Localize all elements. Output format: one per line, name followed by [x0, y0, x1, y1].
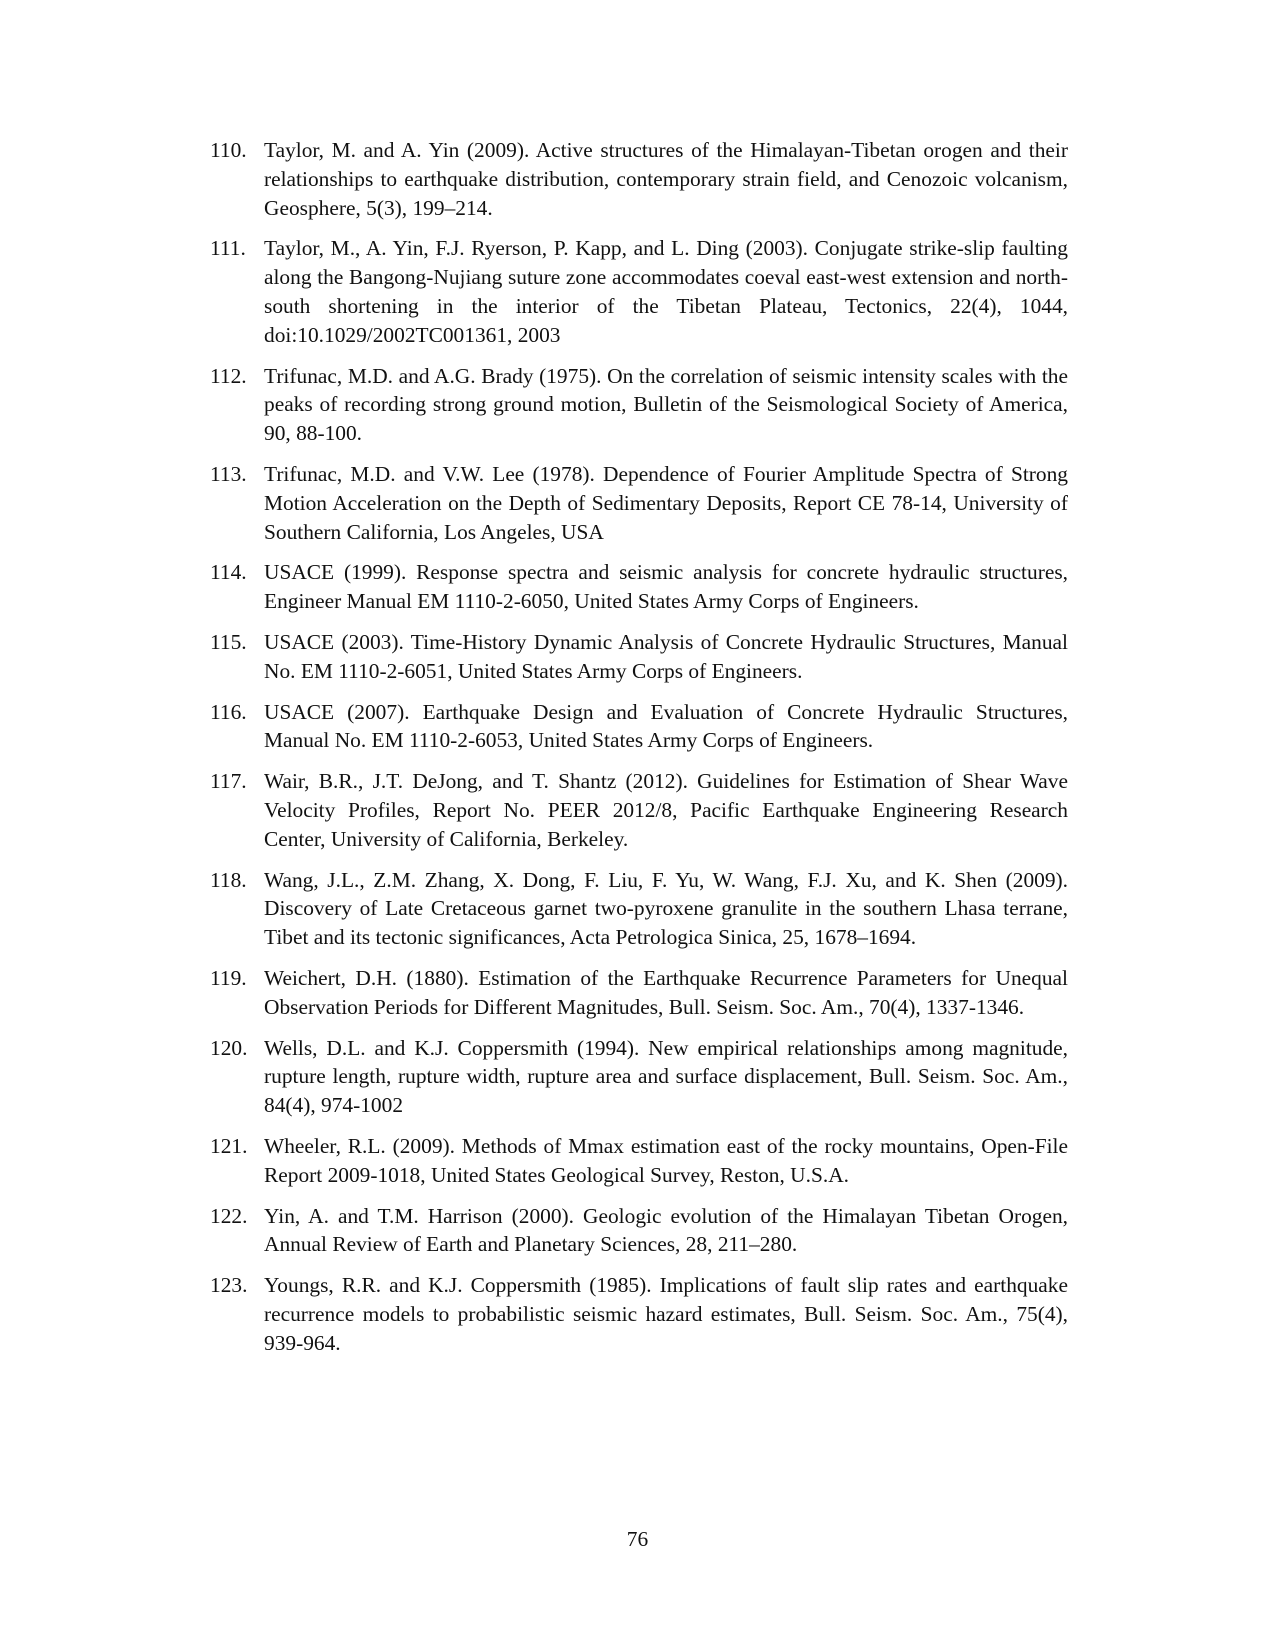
- reference-text: Trifunac, M.D. and A.G. Brady (1975). On the correlation of seismic intensity scales with the peaks of recording strong ground motion, Bulletin of the Seismological Society of America, 90, 88-100.: [264, 363, 1068, 446]
- reference-text: Youngs, R.R. and K.J. Coppersmith (1985). Implications of fault slip rates and earthquake recurrence models to probabilistic seismic hazard estimates, Bull. Seism. Soc. Am., 75(4), 939-964.: [264, 1273, 1068, 1355]
- reference-text: USACE (2007). Earthquake Design and Evaluation of Concrete Hydraulic Structures, Manual No. EM 1110-2-6053, United States Army Corps of Engineers.: [264, 699, 1068, 753]
- reference-item: [210, 767, 1068, 853]
- reference-number: 110.: [210, 138, 247, 162]
- reference-item: [210, 1202, 1068, 1260]
- reference-item: [210, 1271, 1068, 1357]
- reference-text: USACE (2003). Time-History Dynamic Analysis of Concrete Hydraulic Structures, Manual No. EM 1110-2-6051, United States Army Corps of Engineers.: [264, 629, 1068, 683]
- reference-number: 123.: [210, 1273, 248, 1298]
- reference-text: Taylor, M., A. Yin, F.J. Ryerson, P. Kapp, and L. Ding (2003). Conjugate strike-slip faulting along the Bangong-Nujiang suture zone accommodates coeval east-west extension and north-south shortening in the interior of the Tibetan Plateau, Tectonics, 22(4), 1044, doi:10.1029/2002TC001361, 2003: [264, 236, 1068, 347]
- reference-item: [210, 1132, 1068, 1190]
- reference-number: 120.: [210, 1035, 248, 1060]
- reference-item: [210, 628, 1068, 686]
- page-number: 76: [626, 1527, 649, 1551]
- reference-text: Yin, A. and T.M. Harrison (2000). Geologic evolution of the Himalayan Tibetan Orogen, Annual Review of Earth and Planetary Sciences, 28, 211–280.: [264, 1203, 1068, 1257]
- reference-number: 121.: [210, 1133, 248, 1158]
- reference-text: Taylor, M. and A. Yin (2009). Active structures of the Himalayan-Tibetan orogen and their relationships to earthquake distribution, contemporary strain field, and Cenozoic volcanism, Geosphere, 5(3), 199–214.: [264, 138, 1068, 220]
- reference-text: Wair, B.R., J.T. DeJong, and T. Shantz (2012). Guidelines for Estimation of Shear Wave Velocity Profiles, Report No. PEER 2012/8, Pacific Earthquake Engineering Research Center, University of California, Berkeley.: [264, 769, 1068, 851]
- reference-number: 118.: [210, 867, 247, 892]
- reference-item: [210, 362, 1068, 448]
- reference-item: [210, 234, 1068, 349]
- reference-number: 122.: [210, 1203, 248, 1228]
- reference-number: 117.: [210, 769, 247, 794]
- reference-item: [210, 698, 1068, 756]
- reference-item: [210, 964, 1068, 1022]
- reference-item: [210, 866, 1068, 952]
- reference-item: [210, 460, 1068, 546]
- reference-text: Wells, D.L. and K.J. Coppersmith (1994). New empirical relationships among magnitude, rupture length, rupture width, rupture area and surface displacement, Bull. Seism. Soc. Am., 84(4), 974-1002: [264, 1035, 1068, 1118]
- reference-text: Wheeler, R.L. (2009). Methods of Mmax estimation east of the rocky mountains, Open-File Report 2009-1018, United States Geological Survey, Reston, U.S.A.: [264, 1133, 1068, 1187]
- reference-number: 119.: [210, 965, 247, 990]
- reference-number: 112.: [210, 363, 247, 388]
- reference-item: [210, 1034, 1068, 1120]
- reference-list: [210, 136, 1068, 1369]
- reference-number: 115.: [210, 629, 247, 654]
- reference-number: 111.: [210, 236, 246, 261]
- reference-item: [210, 558, 1068, 616]
- reference-number: 113.: [210, 461, 247, 486]
- reference-text: Trifunac, M.D. and V.W. Lee (1978). Dependence of Fourier Amplitude Spectra of Strong Motion Acceleration on the Depth of Sedimentary Deposits, Report CE 78-14, University of Southern California, Los Angeles, USA: [264, 461, 1068, 544]
- reference-item: [210, 136, 1068, 222]
- reference-number: 114.: [210, 560, 247, 585]
- reference-text: Weichert, D.H. (1880). Estimation of the Earthquake Recurrence Parameters for Unequal Observation Periods for Different Magnitudes, Bull. Seism. Soc. Am., 70(4), 1337-1346.: [264, 965, 1068, 1019]
- reference-text: Wang, J.L., Z.M. Zhang, X. Dong, F. Liu, F. Yu, W. Wang, F.J. Xu, and K. Shen (2009). Discovery of Late Cretaceous garnet two-pyroxene granulite in the southern Lhasa terrane, Tibet and its tectonic significances, Acta Petrologica Sinica, 25, 1678–1694.: [264, 867, 1068, 950]
- reference-text: USACE (1999). Response spectra and seismic analysis for concrete hydraulic structures, Engineer Manual EM 1110-2-6050, United States Army Corps of Engineers.: [264, 560, 1068, 614]
- reference-number: 116.: [210, 699, 247, 724]
